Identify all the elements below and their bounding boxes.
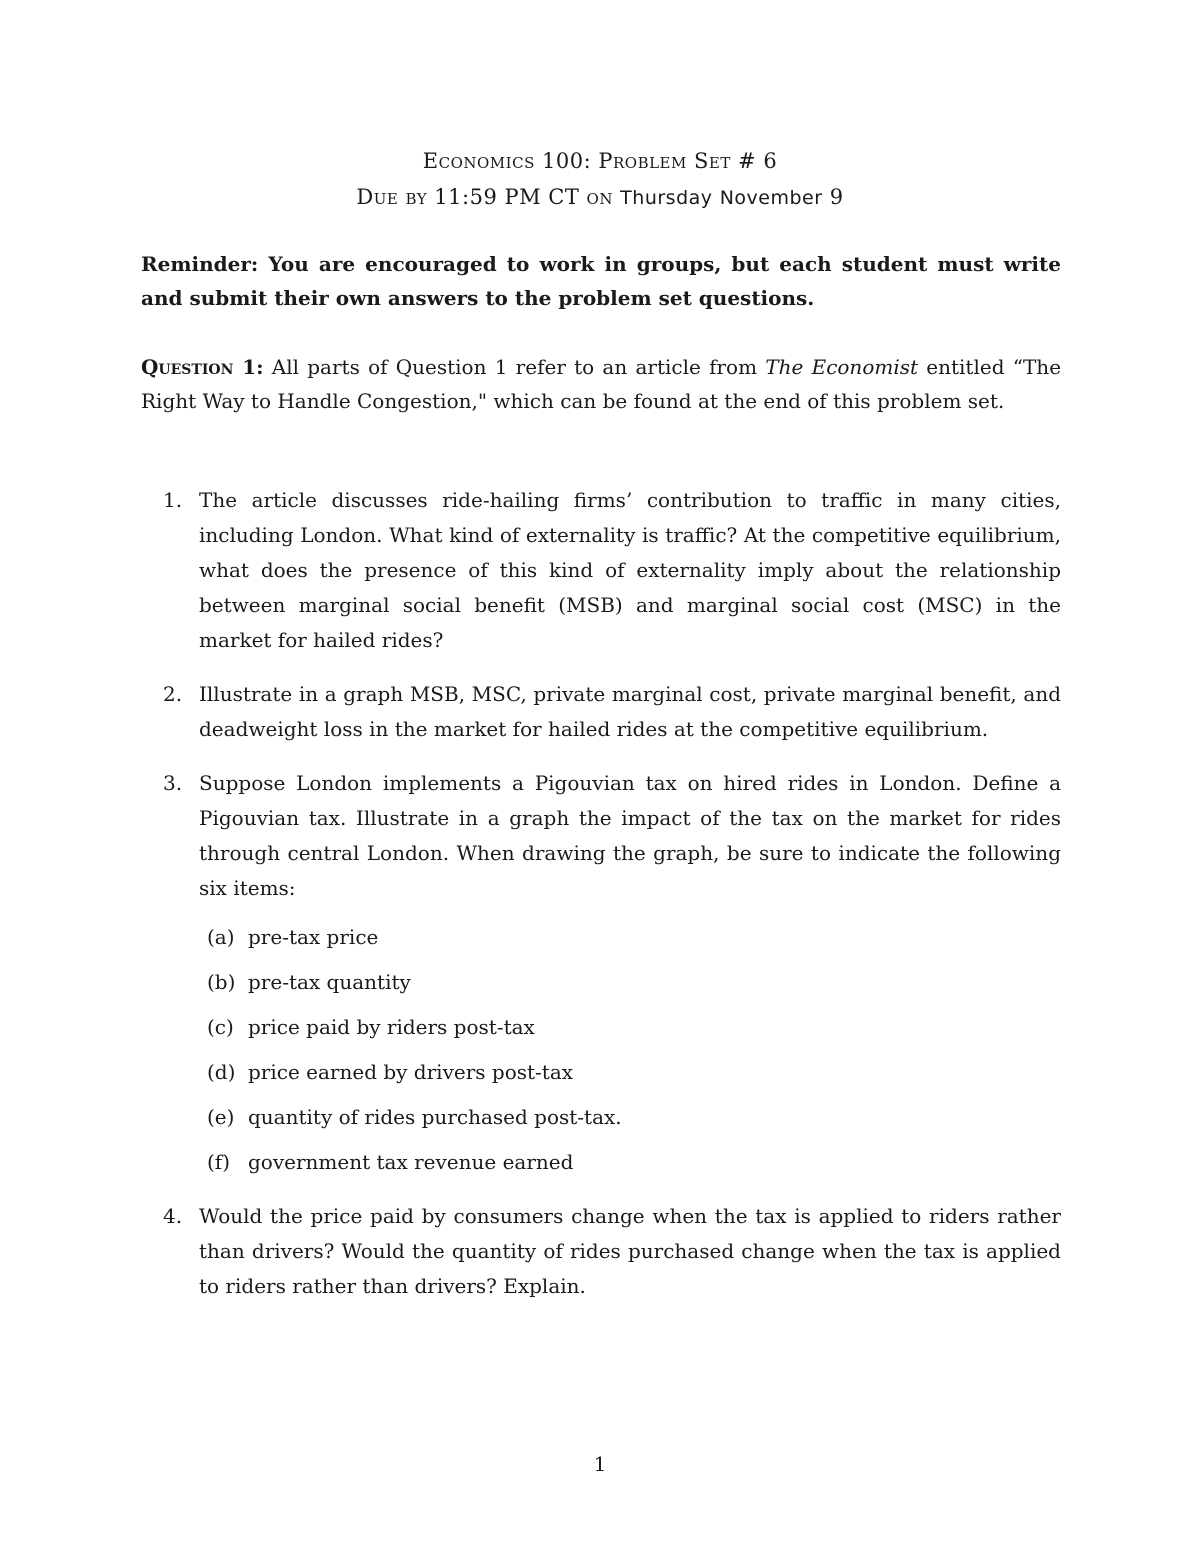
item-text: Suppose London implements a Pigouvian tax on hired rides in London. Define a Pigouvian tax. Illustrate in a graph the impact of the tax on the market for rides through central London. When drawing the graph, be sure to indicate the following six items: xyxy=(199,771,1061,900)
sub-item-text: pre-tax quantity xyxy=(248,970,411,994)
due-month: November xyxy=(719,187,823,209)
due-date: 9 xyxy=(829,185,844,209)
item-text: Illustrate in a graph MSB, MSC, private marginal cost, private marginal benefit, and deadweight loss in the market for hailed rides at the competitive equilibrium. xyxy=(199,682,1061,741)
question-intro xyxy=(141,350,1061,418)
item-number: 1. xyxy=(163,488,183,512)
question-intro-after: entitled “The Right Way to Handle Congestion," which can be found at the end of this problem set. xyxy=(141,355,1062,413)
item-number: 2. xyxy=(163,682,183,706)
sub-item-letter: (b) xyxy=(207,970,236,994)
list-item xyxy=(141,483,1061,658)
title-block xyxy=(0,143,1200,216)
page-number: 1 xyxy=(593,1452,607,1476)
list-item xyxy=(141,1199,1061,1304)
sub-item-letter: (d) xyxy=(207,1060,236,1084)
due-date-line xyxy=(0,179,1200,216)
list-item xyxy=(141,766,1061,1180)
sub-item-text: pre-tax price xyxy=(248,925,379,949)
due-prefix: Due by 11:59 PM CT on xyxy=(356,185,613,209)
sub-list xyxy=(199,920,1061,1180)
sub-item-text: price earned by drivers post-tax xyxy=(248,1060,574,1084)
sub-list-item xyxy=(199,1100,1061,1135)
item-text: The article discusses ride-hailing firms’ contribution to traffic in many cities, including London. What kind of externality is traffic? At the competitive equilibrium, what does the presence of this kind of externality imply about the relationship between marginal social benefit (MSB) and marginal social cost (MSC) in the market for hailed rides? xyxy=(199,488,1061,652)
sub-item-letter: (e) xyxy=(207,1105,235,1129)
question-label: Question 1: xyxy=(141,355,264,379)
question-items xyxy=(141,483,1061,1323)
reminder-paragraph: Reminder: You are encouraged to work in groups, but each student must write and submit their own answers to the problem set questions. xyxy=(141,252,1061,310)
document-title: Economics 100: Problem Set # 6 xyxy=(422,149,778,173)
due-day: Thursday xyxy=(620,187,713,209)
sub-list-item xyxy=(199,1055,1061,1090)
sub-item-letter: (a) xyxy=(207,925,235,949)
sub-item-text: quantity of rides purchased post-tax. xyxy=(248,1105,622,1129)
question-source: The Economist xyxy=(765,355,919,379)
sub-list-item xyxy=(199,1145,1061,1180)
list-item xyxy=(141,677,1061,747)
sub-item-text: government tax revenue earned xyxy=(248,1150,574,1174)
item-number: 4. xyxy=(163,1204,183,1228)
sub-list-item xyxy=(199,1010,1061,1045)
item-text: Would the price paid by consumers change when the tax is applied to riders rather than drivers? Would the quantity of rides purchased change when the tax is applied to riders rather than drivers? Explain. xyxy=(199,1204,1061,1298)
sub-item-letter: (c) xyxy=(207,1015,234,1039)
sub-list-item xyxy=(199,920,1061,955)
item-number: 3. xyxy=(163,771,183,795)
sub-item-text: price paid by riders post-tax xyxy=(248,1015,535,1039)
sub-item-letter: (f) xyxy=(207,1150,231,1174)
question-intro-before: All parts of Question 1 refer to an article from xyxy=(271,355,758,379)
sub-list-item xyxy=(199,965,1061,1000)
